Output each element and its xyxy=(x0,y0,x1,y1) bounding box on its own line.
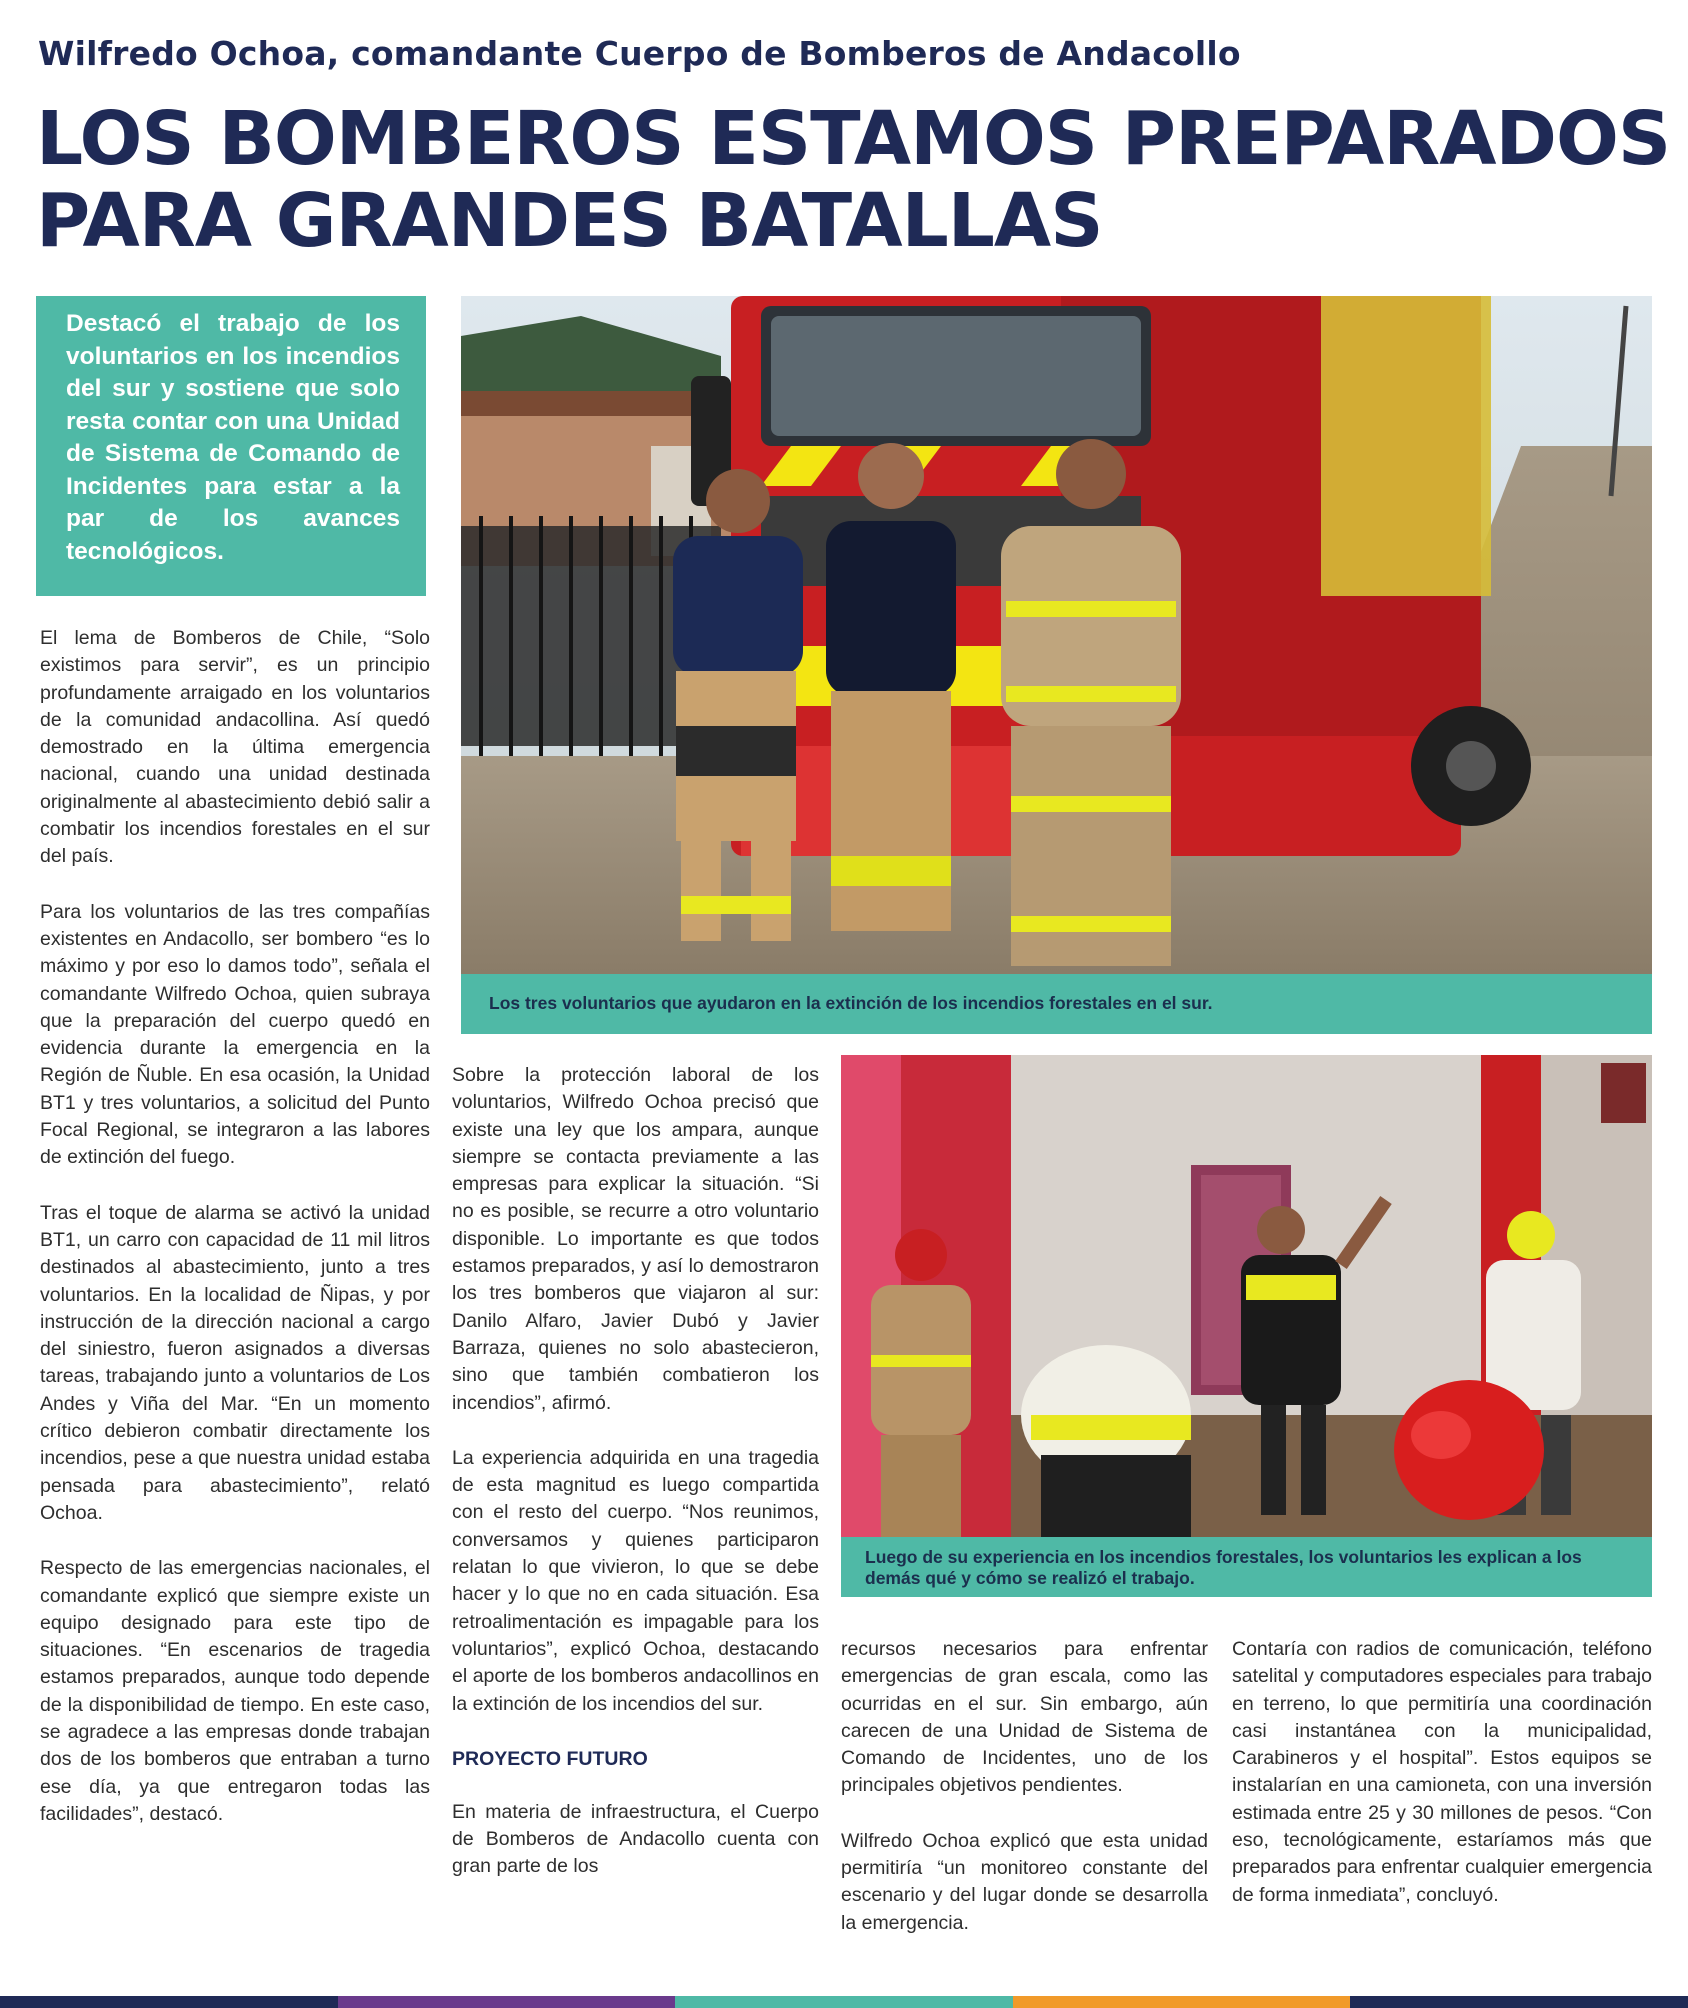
body-column-4 xyxy=(1232,1636,1652,1937)
col2-paragraph-3: En materia de infraestructura, el Cuerpo de Bomberos de Andacollo cuenta con gran parte de los xyxy=(452,1800,819,1878)
photo-volunteers-debrief xyxy=(841,1055,1652,1537)
col2-paragraph-1: Sobre la protección laboral de los voluntarios, Wilfredo Ochoa precisó que existe una ley que los ampara, aunque siempre se contacta previamente a las empresas para explicar la situación. “Si no es posible, se recurre a otro voluntario disponible. Lo importante es que todos estamos preparados, y así lo demostraron los tres bomberos que viajaron al sur: Danilo Alfaro, Javier Dubó y Javier Barraza, quienes no solo abastecieron, sino que también combatieron los incendios”, afirmó. xyxy=(452,1064,819,1414)
col2-paragraph-2: La experiencia adquirida en una tragedia de esta magnitud es luego compartida con el resto del cuerpo. “Nos reunimos, conversamos y quienes participaron relatan lo que vivieron, lo que se debe hacer y lo que no en cada situación. Esa retroalimentación es impagable para los voluntarios”, explicó Ochoa, destacando el aporte de los bomberos andacollinos en la extinción de los incendios del sur. xyxy=(452,1446,819,1715)
col3-paragraph-2: Wilfredo Ochoa explicó que esta unidad permitiría “un monitoreo constante del escenario y del lugar donde se desarrolla la emergencia. xyxy=(841,1829,1208,1934)
col2-heading: PROYECTO FUTURO xyxy=(452,1747,648,1770)
photo-volunteers-debrief-image xyxy=(841,1055,1652,1537)
photo-firefighters-truck-image xyxy=(461,296,1652,974)
lead-box: Destacó el trabajo de los voluntarios en los incendios del sur y sostiene que solo resta contar con una Unidad de Sistema de Comando de Incidentes para estar a la par de los avances tecnológicos. xyxy=(36,296,426,596)
article-headline xyxy=(36,98,1676,262)
article-kicker: Wilfredo Ochoa, comandante Cuerpo de Bomberos de Andacollo xyxy=(38,34,1241,73)
col4-paragraph-1: Contaría con radios de comunicación, teléfono satelital y computadores especiales para trabajo en terreno, lo que permitiría una coordinación casi instantánea con la municipalidad, Carabineros y el hospital”. Estos equipos se instalarían en una camioneta, con una inversión estimada entre 25 y 30 millones de pesos. “Con eso, tecnológicamente, estaríamos más que preparados para enfrentar cualquier emergencia de forma inmediata”, concluyó. xyxy=(1232,1638,1652,1906)
col1-paragraph-4: Respecto de las emergencias nacionales, el comandante explicó que siempre existe un equipo designado para este tipo de situaciones. “En escenarios de tragedia estamos preparados, aunque todo depende de la disponibilidad de tiempo. En este caso, se agradece a las empresas donde trabajan dos de los bomberos que entraban a turno ese día, ya que entregaron todas las facilidades”, destacó. xyxy=(40,1557,430,1825)
body-column-1 xyxy=(40,625,430,1856)
photo2-caption: Luego de su experiencia en los incendios forestales, los voluntarios les explican a los demás qué y cómo se realizó el trabajo. xyxy=(841,1537,1652,1597)
col3-paragraph-1: recursos necesarios para enfrentar emergencias de gran escala, como las ocurridas en el sur. Sin embargo, aún carecen de una Unidad de Sistema de Comando de Incidentes, uno de los principales objetivos pendientes. xyxy=(841,1638,1208,1797)
headline-line-2: PARA GRANDES BATALLAS xyxy=(36,178,1103,264)
col1-paragraph-3: Tras el toque de alarma se activó la unidad BT1, un carro con capacidad de 11 mil litros destinados al abastecimiento, junto a tres voluntarios. En la localidad de Ñipas, y por instrucción de la dirección nacional a cargo del siniestro, fueron asignados a diversas tareas, trabajando junto a voluntarios de Los Andes y Viña del Mar. “En un momento crítico debieron combatir directamente los incendios, pese a que nuestra unidad estaba pensada para abastecimiento”, relató Ochoa. xyxy=(40,1201,430,1524)
col1-paragraph-1: El lema de Bomberos de Chile, “Solo existimos para servir”, es un principio profundamente arraigado en los voluntarios de la comunidad andacollina. Así quedó demostrado en la última emergencia nacional, cuando una unidad destinada originalmente al abastecimiento debió salir a combatir los incendios forestales en el sur del país. xyxy=(40,627,430,868)
photo-firefighters-truck xyxy=(461,296,1652,974)
body-column-3 xyxy=(841,1636,1208,1965)
body-column-2 xyxy=(452,1062,819,1909)
col1-paragraph-2: Para los voluntarios de las tres compañías existentes en Andacollo, ser bombero “es lo máximo y por eso lo damos todo”, señala el comandante Wilfredo Ochoa, quien subraya que la preparación del cuerpo quedó en evidencia durante la emergencia en la Región de Ñuble. En esa ocasión, la Unidad BT1 y tres voluntarios, a solicitud del Punto Focal Regional, se integraron a las labores de extinción del fuego. xyxy=(40,900,430,1169)
headline-line-1: LOS BOMBEROS ESTAMOS PREPARADOS xyxy=(36,96,1671,182)
footer-color-bar xyxy=(0,1996,1688,2008)
photo1-caption: Los tres voluntarios que ayudaron en la extinción de los incendios forestales en el sur. xyxy=(461,974,1652,1034)
